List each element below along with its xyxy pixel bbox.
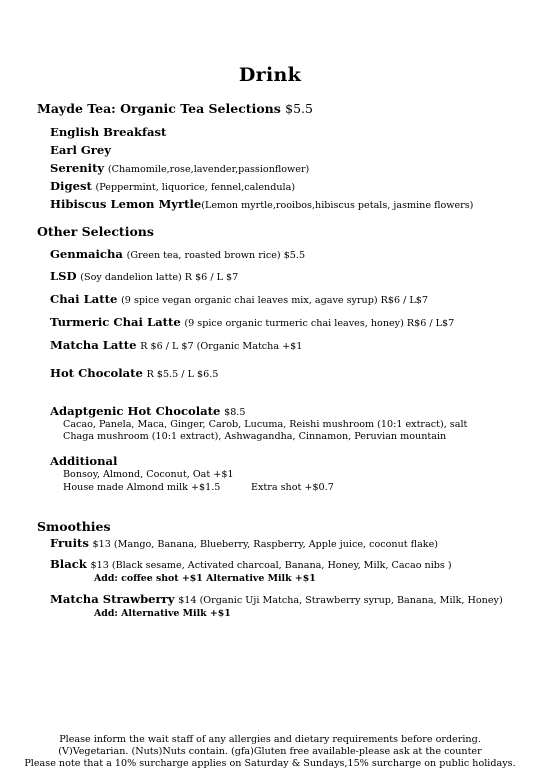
item-desc: (9 spice vegan organic chai leaves mix, agave syrup) R$6 / L$7 [121, 295, 428, 306]
menu-item [50, 292, 428, 306]
item-desc: (Chamomile,rose,lavender,passionflower) [107, 164, 310, 175]
item-desc: Chaga mushroom (10:1 extract), Ashwagandha, Cinnamon, Peruvian mountain [63, 431, 447, 442]
menu-item [50, 125, 166, 139]
additional-line: Bonsoy, Almond, Coconut, Oat +$1 [63, 469, 234, 480]
item-desc: R $5.5 / L $6.5 [146, 369, 219, 380]
menu-item [50, 592, 503, 606]
item-desc: $13 (Black sesame, Activated charcoal, Banana, Honey, Milk, Cacao nibs ) [90, 560, 452, 571]
menu-item [50, 269, 238, 283]
tea-heading-text: Mayde Tea: Organic Tea Selections [37, 101, 281, 116]
item-name: Hibiscus Lemon Myrtle [50, 197, 202, 211]
item-name: Turmeric Chai Latte [50, 315, 181, 329]
page-title: Drink [238, 64, 302, 86]
footer-surcharge-note: Please note that a 10% surcharge applies on Saturday & Sundays,15% surcharge on public holidays. [24, 758, 516, 769]
item-desc: (Lemon myrtle,rooibos,hibiscus petals, jasmine flowers) [201, 200, 474, 211]
additional-line: Extra shot +$0.7 [251, 482, 334, 493]
menu-item-adaptogenic [50, 404, 245, 418]
item-desc: (9 spice organic turmeric chai leaves, honey) R$6 / L$7 [184, 318, 455, 329]
item-price: $8.5 [224, 407, 246, 418]
menu-item [50, 247, 305, 261]
item-desc: (Green tea, roasted brown rice) $5.5 [126, 250, 306, 261]
item-desc: Cacao, Panela, Maca, Ginger, Carob, Lucuma, Reishi mushroom (10:1 extract), salt [63, 419, 468, 430]
menu-item [50, 366, 218, 380]
item-addon: Add: Alternative Milk +$1 [94, 608, 231, 619]
menu-item [50, 197, 473, 211]
item-desc: (Peppermint, liquorice, fennel,calendula) [95, 182, 296, 193]
other-section-heading: Other Selections [37, 224, 154, 239]
menu-item [50, 161, 309, 175]
item-desc: (Soy dandelion latte) R $6 / L $7 [80, 272, 239, 283]
item-desc: $13 (Mango, Banana, Blueberry, Raspberry, Apple juice, coconut flake) [92, 539, 439, 550]
tea-section-heading [37, 101, 313, 116]
item-name: Hot Chocolate [50, 366, 143, 380]
menu-item [50, 338, 302, 352]
menu-item [50, 557, 452, 571]
item-name: Matcha Latte [50, 338, 137, 352]
item-name: Adaptgenic Hot Chocolate [50, 404, 221, 418]
additional-heading-text: Additional [50, 454, 118, 468]
item-name: Fruits [50, 536, 89, 550]
menu-item [50, 179, 295, 193]
menu-item [50, 536, 438, 550]
menu-item [50, 315, 454, 329]
item-name: Genmaicha [50, 247, 123, 261]
item-name: LSD [50, 269, 77, 283]
additional-line: House made Almond milk +$1.5 [63, 482, 221, 493]
footer-legend: (V)Vegetarian. (Nuts)Nuts contain. (gfa)Gluten free available-please ask at the counter [58, 746, 482, 757]
menu-item [50, 143, 111, 157]
item-name: Matcha Strawberry [50, 592, 175, 606]
item-name: Earl Grey [50, 143, 112, 157]
smoothies-section-heading: Smoothies [37, 519, 111, 534]
item-name: Digest [50, 179, 92, 193]
footer-allergy-note: Please inform the wait staff of any allergies and dietary requirements before ordering. [59, 734, 481, 745]
item-desc: $14 (Organic Uji Matcha, Strawberry syrup, Banana, Milk, Honey) [178, 595, 503, 606]
item-addon: Add: coffee shot +$1 Alternative Milk +$1 [94, 573, 316, 584]
tea-price: $5.5 [285, 101, 313, 116]
item-name: Black [50, 557, 87, 571]
item-name: Serenity [50, 161, 105, 175]
item-name: Chai Latte [50, 292, 118, 306]
item-desc: R $6 / L $7 (Organic Matcha +$1 [140, 341, 303, 352]
item-name: English Breakfast [50, 125, 167, 139]
additional-heading [50, 454, 117, 468]
